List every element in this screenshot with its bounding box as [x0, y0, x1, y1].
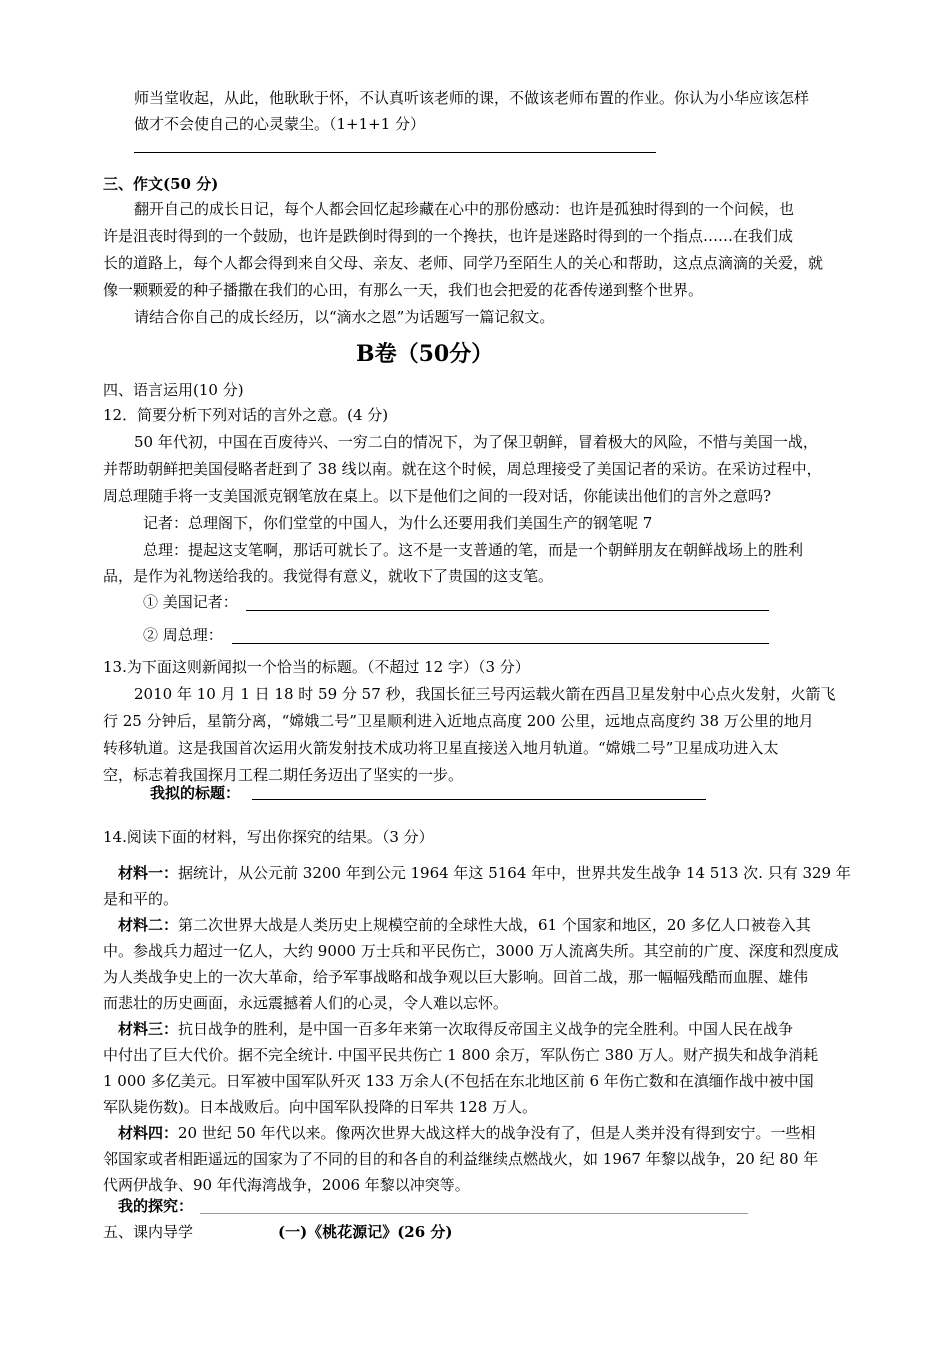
material-3-label: 材料三： [118, 1020, 179, 1038]
material-4-line-1 [118, 1123, 816, 1143]
q13-news-line-1: 2010 年 10 月 1 日 18 时 59 分 57 秒，我国长征三号丙运载火箭在西昌卫星发射中心点火发射，火箭飞 [134, 685, 836, 703]
essay-prompt-line-4: 像一颗颗爱的种子播撒在我们的心田，有那么一天，我们也会把爱的花香传递到整个世界。 [103, 281, 704, 299]
q12-passage-line-2: 并帮助朝鲜把美国侵略者赶到了 38 线以南。就在这个时候，周总理接受了美国记者的采访。在采访过程中， [103, 460, 822, 478]
material-4-text: 20 世纪 50 年代以来。像两次世界大战这样大的战争没有了，但是人类并没有得到安宁。一些相 [178, 1124, 816, 1142]
material-3-line-4: 军队毙伤数)。日本战败后。向中国军队投降的日军共 128 万人。 [103, 1098, 538, 1116]
material-3-text: 抗日战争的胜利，是中国一百多年来第一次取得反帝国主义战争的完全胜利。中国人民在战争 [178, 1020, 794, 1038]
question-12: 12．简要分析下列对话的言外之意。(4 分) [103, 406, 389, 424]
q13-news-line-4: 空，标志着我国探月工程二期任务迈出了坚实的一步。 [103, 766, 464, 784]
q12-dialog-premier-2: 品，是作为礼物送给我的。我觉得有意义，就收下了贵国的这支笔。 [103, 567, 554, 585]
material-1-line-2: 是和平的。 [103, 890, 179, 908]
material-2-text: 第二次世界大战是人类历史上规模空前的全球性大战，61 个国家和地区，20 多亿人口被卷入其 [178, 916, 811, 934]
top-line-1: 师当堂收起，从此，他耿耿于怀，不认真听该老师的课，不做该老师布置的作业。你认为小华应该怎样 [134, 89, 810, 107]
essay-instruction: 请结合你自己的成长经历，以“滴水之恩”为话题写一篇记叙文。 [134, 308, 555, 326]
section-3-heading: 三、作文(50 分) [103, 175, 219, 193]
material-4-line-2: 邻国家或者相距遥远的国家为了不同的目的和各自的利益继续点燃战火，如 1967 年黎以战争，20 纪 80 年 [103, 1150, 819, 1168]
essay-prompt-line-1: 翻开自己的成长日记，每个人都会回忆起珍藏在心中的那份感动：也许是孤独时得到的一个问候，也 [134, 200, 795, 218]
material-1-text: 据统计，从公元前 3200 年到公元 1964 年这 5164 年中，世界共发生战争 14 513 次. 只有 329 年 [178, 864, 851, 882]
q13-answer-label: 我拟的标题： [150, 784, 241, 802]
section-5-subheading: (一)《桃花源记》(26 分) [278, 1223, 453, 1241]
top-line-2: 做才不会使自己的心灵蒙尘。（1+1+1 分） [134, 115, 426, 133]
question-14: 14.阅读下面的材料，写出你探究的结果。（3 分） [103, 828, 434, 846]
section-4-heading: 四、语言运用(10 分) [103, 381, 244, 399]
q12-dialog-reporter: 记者：总理阁下，你们堂堂的中国人，为什么还要用我们美国生产的钢笔呢 7 [143, 514, 653, 532]
q12-answer-premier-line[interactable] [232, 643, 769, 644]
material-1-line-1 [118, 863, 851, 883]
material-4-label: 材料四： [118, 1124, 179, 1142]
q12-answer-reporter-line[interactable] [246, 610, 769, 611]
q12-dialog-premier-1: 总理：提起这支笔啊，那话可就长了。这不是一支普通的笔，而是一个朝鲜朋友在朝鲜战场上的胜利 [143, 541, 804, 559]
material-3-line-1 [118, 1019, 793, 1039]
material-2-line-1 [118, 915, 811, 935]
q12-answer-premier-label: ② 周总理： [143, 626, 223, 644]
q14-answer-line[interactable] [200, 1213, 748, 1214]
q12-passage-line-1: 50 年代初，中国在百废待兴、一穷二白的情况下，为了保卫朝鲜，冒着极大的风险，不惜与美国一战， [134, 433, 818, 451]
q13-news-line-3: 转移轨道。这是我国首次运用火箭发射技术成功将卫星直接送入地月轨道。“嫦娥二号”卫星成功进入太 [103, 739, 779, 757]
material-2-line-2: 中。参战兵力超过一亿人，大约 9000 万士兵和平民伤亡，3000 万人流离失所。其空前的广度、深度和烈度成 [103, 942, 839, 960]
material-4-line-3: 代两伊战争、90 年代海湾战争，2006 年黎以冲突等。 [103, 1176, 470, 1194]
q13-news-line-2: 行 25 分钟后，星箭分离，“嫦娥二号”卫星顺利进入近地点高度 200 公里，远地点高度约 38 万公里的地月 [103, 712, 814, 730]
essay-prompt-line-3: 长的道路上，每个人都会得到来自父母、亲友、老师、同学乃至陌生人的关心和帮助，这点点滴滴的关爱，就 [103, 254, 824, 272]
material-2-line-4: 而悲壮的历史画面，永远震撼着人们的心灵，令人难以忘怀。 [103, 994, 509, 1012]
section-b-title: B卷（50分） [356, 341, 494, 367]
material-2-line-3: 为人类战争史上的一次大革命，给予军事战略和战争观以巨大影响。回首二战，那一幅幅残酷而血腥、雄伟 [103, 968, 809, 986]
q12-answer-reporter-label: ① 美国记者： [143, 593, 238, 611]
q14-answer-label: 我的探究： [118, 1197, 194, 1215]
material-3-line-3: 1 000 多亿美元。日军被中国军队歼灭 133 万余人(不包括在东北地区前 6 年伤亡数和在滇缅作战中被中国 [103, 1072, 814, 1090]
material-2-label: 材料二： [118, 916, 179, 934]
answer-line-top[interactable] [134, 152, 656, 153]
question-13: 13.为下面这则新闻拟一个恰当的标题。（不超过 12 字）（3 分） [103, 658, 530, 676]
material-1-label: 材料一： [118, 864, 179, 882]
q12-passage-line-3: 周总理随手将一支美国派克钢笔放在桌上。以下是他们之间的一段对话，你能读出他们的言外之意吗? [103, 487, 772, 505]
essay-prompt-line-2: 许是沮丧时得到的一个鼓励，也许是跌倒时得到的一个搀扶，也许是迷路时得到的一个指点……在我们成 [103, 227, 794, 245]
q13-answer-line[interactable] [252, 799, 706, 800]
section-5-heading: 五、课内导学 [103, 1223, 194, 1241]
material-3-line-2: 中付出了巨大代价。据不完全统计. 中国平民共伤亡 1 800 余万，军队伤亡 380 万人。财产损失和战争消耗 [103, 1046, 819, 1064]
